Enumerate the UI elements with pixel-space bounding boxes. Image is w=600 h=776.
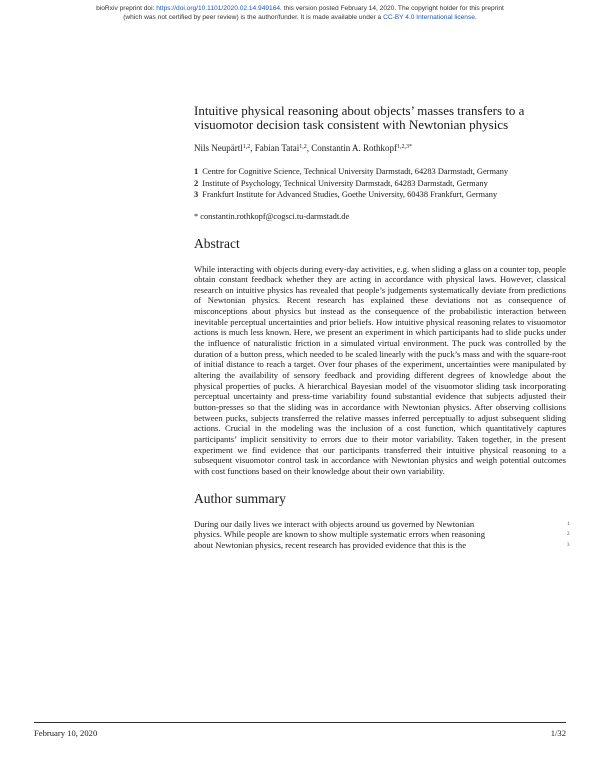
page-number: 1/32 (550, 728, 566, 738)
summary-line: about Newtonian physics, recent research has provided evidence that this is the 3 (194, 539, 570, 550)
affiliation: 2 Institute of Psychology, Technical University Darmstadt, 64283 Darmstadt, Germany (194, 178, 488, 188)
author: Nils Neupärtl$^{1,2}$, (194, 143, 255, 153)
abstract-heading: Abstract (194, 235, 240, 251)
author-summary-heading: Author summary (194, 490, 286, 506)
paper-content (194, 103, 570, 551)
footer-date: February 10, 2020 (34, 728, 98, 738)
paper-title: Intuitive physical reasoning about objects’ masses transfers to a visuomotor decision task consistent with Newtonian physics (194, 103, 525, 132)
notice-line-1: bioRxiv preprint doi: https://doi.org/10.1101/2020.02.14.949164. this version posted February 14, 2020. The copyright holder for this preprint (96, 5, 504, 12)
correspondence-email: * constantin.rothkopf@cogsci.tu-darmstadt.de (194, 211, 350, 221)
affiliation: 1 Centre for Cognitive Science, Technical University Darmstadt, 64283 Darmstadt, Germany (194, 167, 509, 176)
author: Constantin A. Rothkopf$^{1,2,3*}$ (311, 143, 412, 153)
line-number: 3 (567, 542, 570, 548)
line-number: 2 (567, 532, 570, 538)
summary-line: During our daily lives we interact with objects around us governed by Newtonian 1 (194, 518, 570, 529)
doi-link[interactable]: https://doi.org/10.1101/2020.02.14.949164 (156, 5, 281, 12)
line-number: 1 (567, 521, 570, 527)
affiliation: 3 Frankfurt Institute for Advanced Studies, Goethe University, 60438 Frankfurt, Germany (194, 190, 498, 199)
author: Fabian Tatai$^{1,2}$, (254, 143, 312, 153)
summary-line: physics. While people are known to show multiple systematic errors when reasoning 2 (194, 529, 570, 540)
abstract-text: While interacting with objects during every-day activities, e.g. when sliding a glass on a counter top, people obtain constant feedback whether they are acting in accordance with physical laws. However, classical research on intuitive physics has revealed that people’s judgements systematically deviate from predictions of Newtonian physics. Recent research has explained these deviations not as consequence of misconceptions about physics but instead as the consequence of the probabilistic interaction between inevitable perceptual uncertainties and prior beliefs. How intuitive physical reasoning relates to visuomotor actions is much less known. Here, we present an experiment in which participants had to slide pucks under the influence of naturalistic friction in a simulated virtual environment. The puck was controlled by the duration of a button press, which needed to be scaled linearly with the puck’s mass and with the square-root of initial distance to reach a target. Over four phases of the experiment, uncertainties were manipulated by altering the availability of sensory feedback and providing different degrees of knowledge about the physical properties of pucks. A hierarchical Bayesian model of the visuomotor sliding task incorporating perceptual uncertainty and press-time variability found substantial evidence that subjects adjusted their button-presses so that the sliding was in accordance with Newtonian physics. After observing collisions between pucks, subjects transferred the relative masses inferred perceptually to adjust subsequent sliding actions. Crucial in the modeling was the inclusion of a cost function, which quantitatively captures participants’ implicit sensitivity to errors due to their motor variability. Taken together, in the present experiment we find evidence that our participants transferred their intuitive physical reasoning to a subsequent visuomotor control task in accordance with Newtonian physics and weigh potential outcomes with cost functions based on their knowledge about their own variability. (194, 263, 566, 476)
author-summary (194, 518, 570, 551)
author-list (194, 141, 566, 154)
license-link[interactable]: CC-BY 4.0 International license (383, 14, 475, 21)
page-footer (34, 722, 566, 738)
preprint-notice (0, 4, 600, 22)
notice-line-2: (which was not certified by peer review) is the author/funder. It is made available under a CC-BY 4.0 International license. (123, 14, 477, 21)
